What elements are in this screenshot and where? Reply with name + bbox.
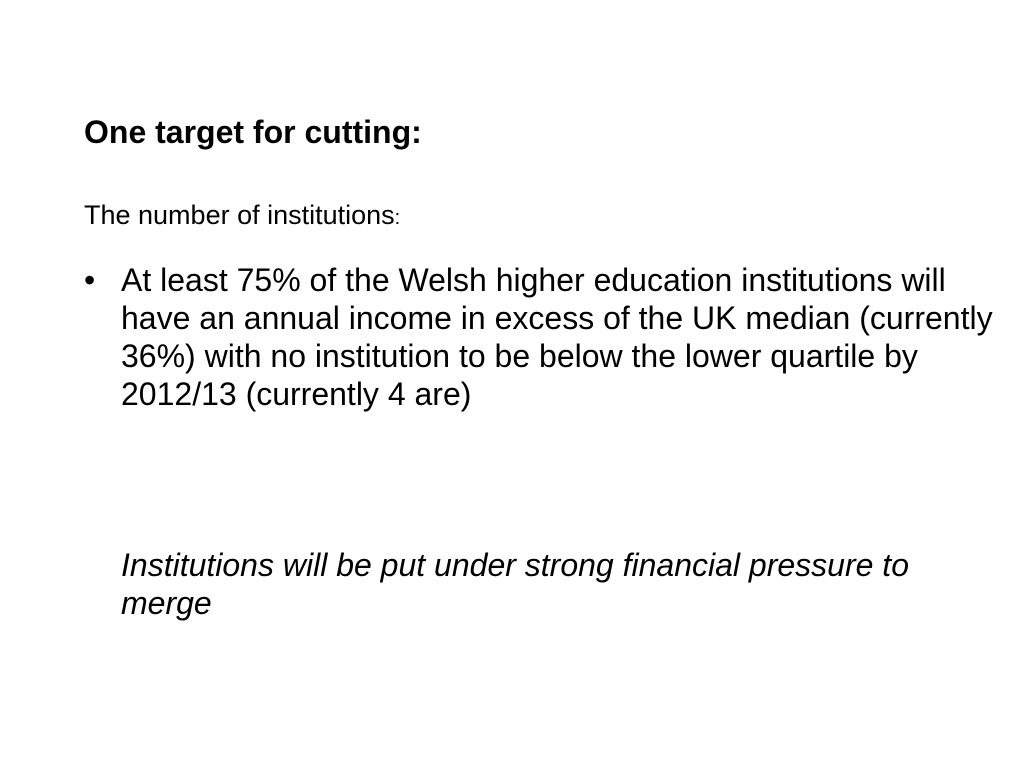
bullet-list: [84, 261, 994, 413]
bullet-text: At least 75% of the Welsh higher education institutions will have an annual income in excess of the UK median (currently 36%) with no institution to be below the lower quartile by 2012/13 (currently 4 are): [121, 262, 993, 412]
slide-title: One target for cutting:: [84, 114, 422, 150]
bullet-icon: •: [84, 262, 96, 298]
slide-subtitle: [84, 198, 400, 235]
bullet-item: [84, 261, 994, 413]
italic-note: Institutions will be put under strong financial pressure to merge: [121, 547, 909, 621]
subtitle-text: The number of institutions: [84, 200, 395, 230]
subtitle-colon: :: [394, 207, 401, 229]
